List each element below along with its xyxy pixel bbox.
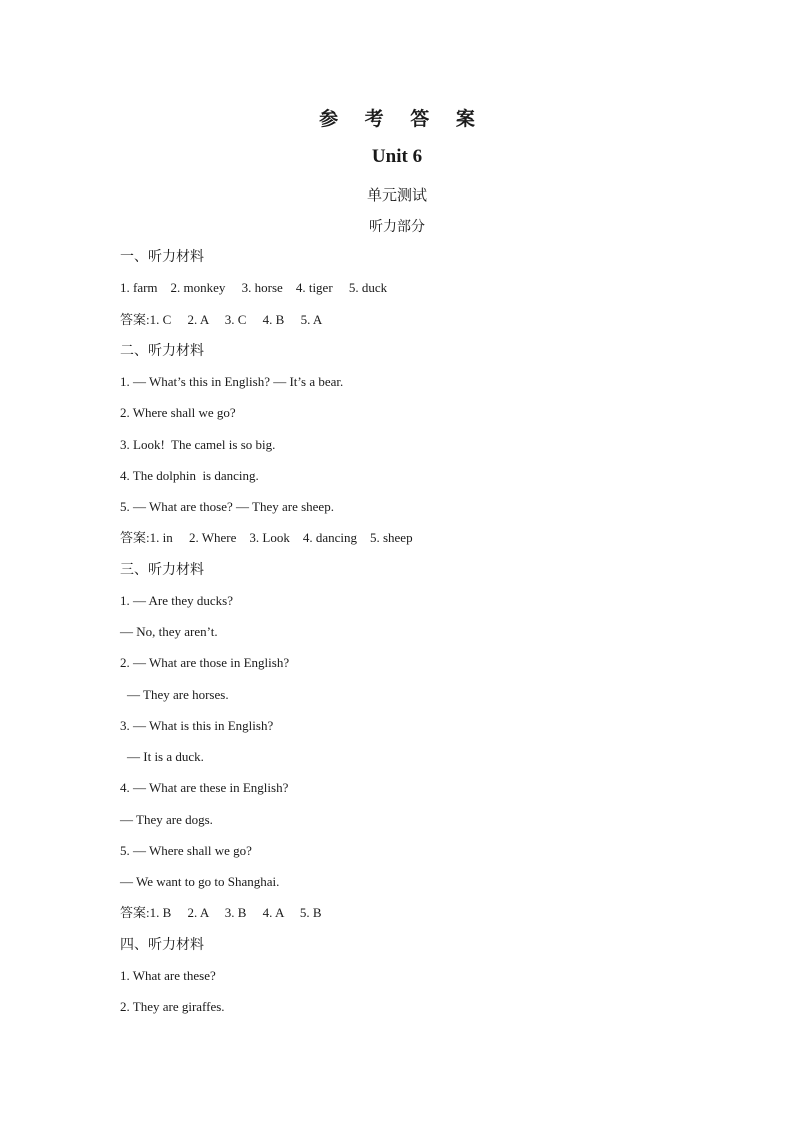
section-heading: 二、听力材料 xyxy=(120,342,204,359)
text-line: 4. — What are these in English? xyxy=(120,780,289,796)
text-line: 答案:1. B 2. A 3. B 4. A 5. B xyxy=(120,905,322,921)
text-line: 3. Look! The camel is so big. xyxy=(120,436,276,452)
text-line: 答案:1. C 2. A 3. C 4. B 5. A xyxy=(120,311,323,327)
answer-lines xyxy=(120,247,720,1028)
test-subtitle: 单元测试 xyxy=(366,186,427,204)
text-line: 1. — What’s this in English? — It’s a bear. xyxy=(120,374,344,389)
unit-title: Unit 6 xyxy=(371,146,423,167)
text-line: 5. — Where shall we go? xyxy=(120,842,252,858)
text-line: — No, they aren’t. xyxy=(120,624,218,639)
text-line: — They are horses. xyxy=(127,686,229,702)
text-line: 1. — Are they ducks? xyxy=(120,592,234,608)
text-line: 2. They are giraffes. xyxy=(120,999,225,1014)
page-title: 参 考 答 案 xyxy=(319,108,485,130)
text-line: — We want to go to Shanghai. xyxy=(120,874,280,889)
text-line: 1. farm 2. monkey 3. horse 4. tiger 5. duck xyxy=(120,280,388,296)
text-line: — They are dogs. xyxy=(120,811,213,827)
section-heading: 四、听力材料 xyxy=(120,936,204,953)
section-subtitle: 听力部分 xyxy=(369,219,425,235)
text-line: 2. — What are those in English? xyxy=(120,655,290,671)
section-heading: 一、听力材料 xyxy=(120,249,204,265)
text-line: 3. — What is this in English? xyxy=(120,717,274,733)
text-line: 4. The dolphin is dancing. xyxy=(120,467,259,483)
text-line: — It is a duck. xyxy=(127,749,204,764)
text-line: 答案:1. in 2. Where 3. Look 4. dancing 5. sheep xyxy=(120,530,413,546)
text-line: 2. Where shall we go? xyxy=(120,405,236,421)
text-line: 1. What are these? xyxy=(120,967,216,983)
section-heading: 三、听力材料 xyxy=(120,561,204,578)
text-line: 5. — What are those? — They are sheep. xyxy=(120,499,334,514)
